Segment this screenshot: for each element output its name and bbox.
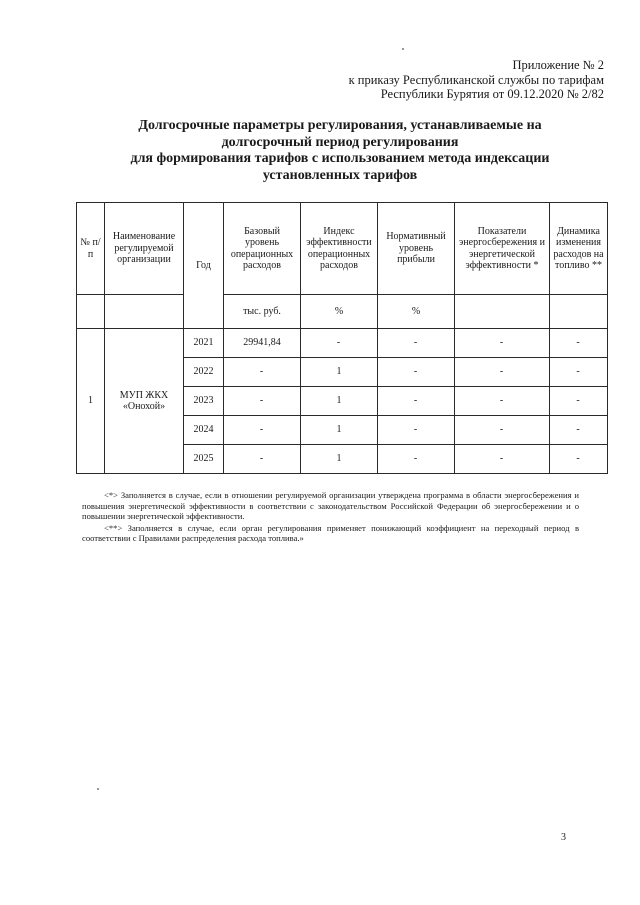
cell-fuel-dynamics: - [550, 358, 608, 387]
units-energy-efficiency [455, 295, 550, 329]
cell-energy-efficiency: - [455, 416, 550, 445]
appendix-header [349, 58, 604, 102]
cell-fuel-dynamics: - [550, 387, 608, 416]
header-profit-level: Нормативный уровень прибыли [378, 203, 455, 295]
cell-profit-level: - [378, 329, 455, 358]
document-title [80, 118, 600, 184]
header-number: № п/п [77, 203, 105, 295]
footnote-energy-efficiency: <*> Заполняется в случае, если в отношении регулируемой организации утверждена программа в области энергосбережения и повышения энергетической эффективности в соответствии с законодательством Российской Федерации об энергосбережении и о повышении энергетической эффективности. [82, 490, 579, 521]
cell-efficiency-index: - [301, 329, 378, 358]
cell-year: 2024 [184, 416, 224, 445]
units-fuel-dynamics [550, 295, 608, 329]
cell-energy-efficiency: - [455, 358, 550, 387]
footnote-fuel: <**> Заполняется в случае, если орган регулирования применяет понижающий коэффициент на переходный период в соответствии с Правилами распределения расхода топлива.» [82, 522, 579, 543]
cell-profit-level: - [378, 445, 455, 474]
title-line: Долгосрочные параметры регулирования, устанавливаемые на [138, 118, 542, 133]
title-line: для формирования тарифов с использованием метода индексации [130, 151, 550, 166]
appendix-title: Приложение № 2 [512, 58, 604, 72]
header-organization: Наименование регулируемой организации [105, 203, 184, 295]
table-units-row [77, 295, 608, 329]
cell-base-opex: - [224, 387, 301, 416]
appendix-order-date: Республики Бурятия от 09.12.2020 № 2/82 [380, 87, 604, 101]
footnotes [82, 490, 579, 545]
cell-base-opex: - [224, 416, 301, 445]
cell-energy-efficiency: - [455, 387, 550, 416]
cell-base-opex: 29941,84 [224, 329, 301, 358]
header-base-opex: Базовый уровень операционных расходов [224, 203, 301, 295]
units-efficiency-index: % [301, 295, 378, 329]
table-header-row [77, 203, 608, 295]
appendix-order-ref: к приказу Республиканской службы по тарифам [348, 72, 604, 87]
cell-profit-level: - [378, 387, 455, 416]
cell-efficiency-index: 1 [301, 445, 378, 474]
cell-fuel-dynamics: - [550, 329, 608, 358]
cell-year: 2022 [184, 358, 224, 387]
cell-base-opex: - [224, 445, 301, 474]
cell-base-opex: - [224, 358, 301, 387]
cell-year: 2025 [184, 445, 224, 474]
cell-energy-efficiency: - [455, 329, 550, 358]
parameters-table [76, 202, 608, 474]
header-energy-efficiency: Показатели энергосбережения и энергетической эффективности * [455, 203, 550, 295]
cell-energy-efficiency: - [455, 445, 550, 474]
scan-speck [97, 788, 99, 790]
cell-org-number: 1 [77, 329, 105, 474]
table-row [77, 329, 608, 358]
cell-fuel-dynamics: - [550, 445, 608, 474]
units-profit-level: % [378, 295, 455, 329]
cell-fuel-dynamics: - [550, 416, 608, 445]
header-year: Год [184, 203, 224, 329]
cell-year: 2021 [184, 329, 224, 358]
cell-profit-level: - [378, 416, 455, 445]
cell-profit-level: - [378, 358, 455, 387]
header-fuel-dynamics: Динамика изменения расходов на топливо ** [550, 203, 608, 295]
cell-efficiency-index: 1 [301, 416, 378, 445]
scan-speck [402, 48, 404, 50]
cell-year: 2023 [184, 387, 224, 416]
title-line: установленных тарифов [262, 167, 418, 183]
header-efficiency-index: Индекс эффективности операционных расходов [301, 203, 378, 295]
page-number: 3 [561, 832, 566, 843]
cell-efficiency-index: 1 [301, 387, 378, 416]
units-base-opex: тыс. руб. [224, 295, 301, 329]
units-number [77, 295, 105, 329]
units-organization [105, 295, 184, 329]
cell-org-name: МУП ЖКХ «Онохой» [105, 329, 184, 474]
title-line: долгосрочный период регулирования [221, 134, 459, 150]
cell-efficiency-index: 1 [301, 358, 378, 387]
